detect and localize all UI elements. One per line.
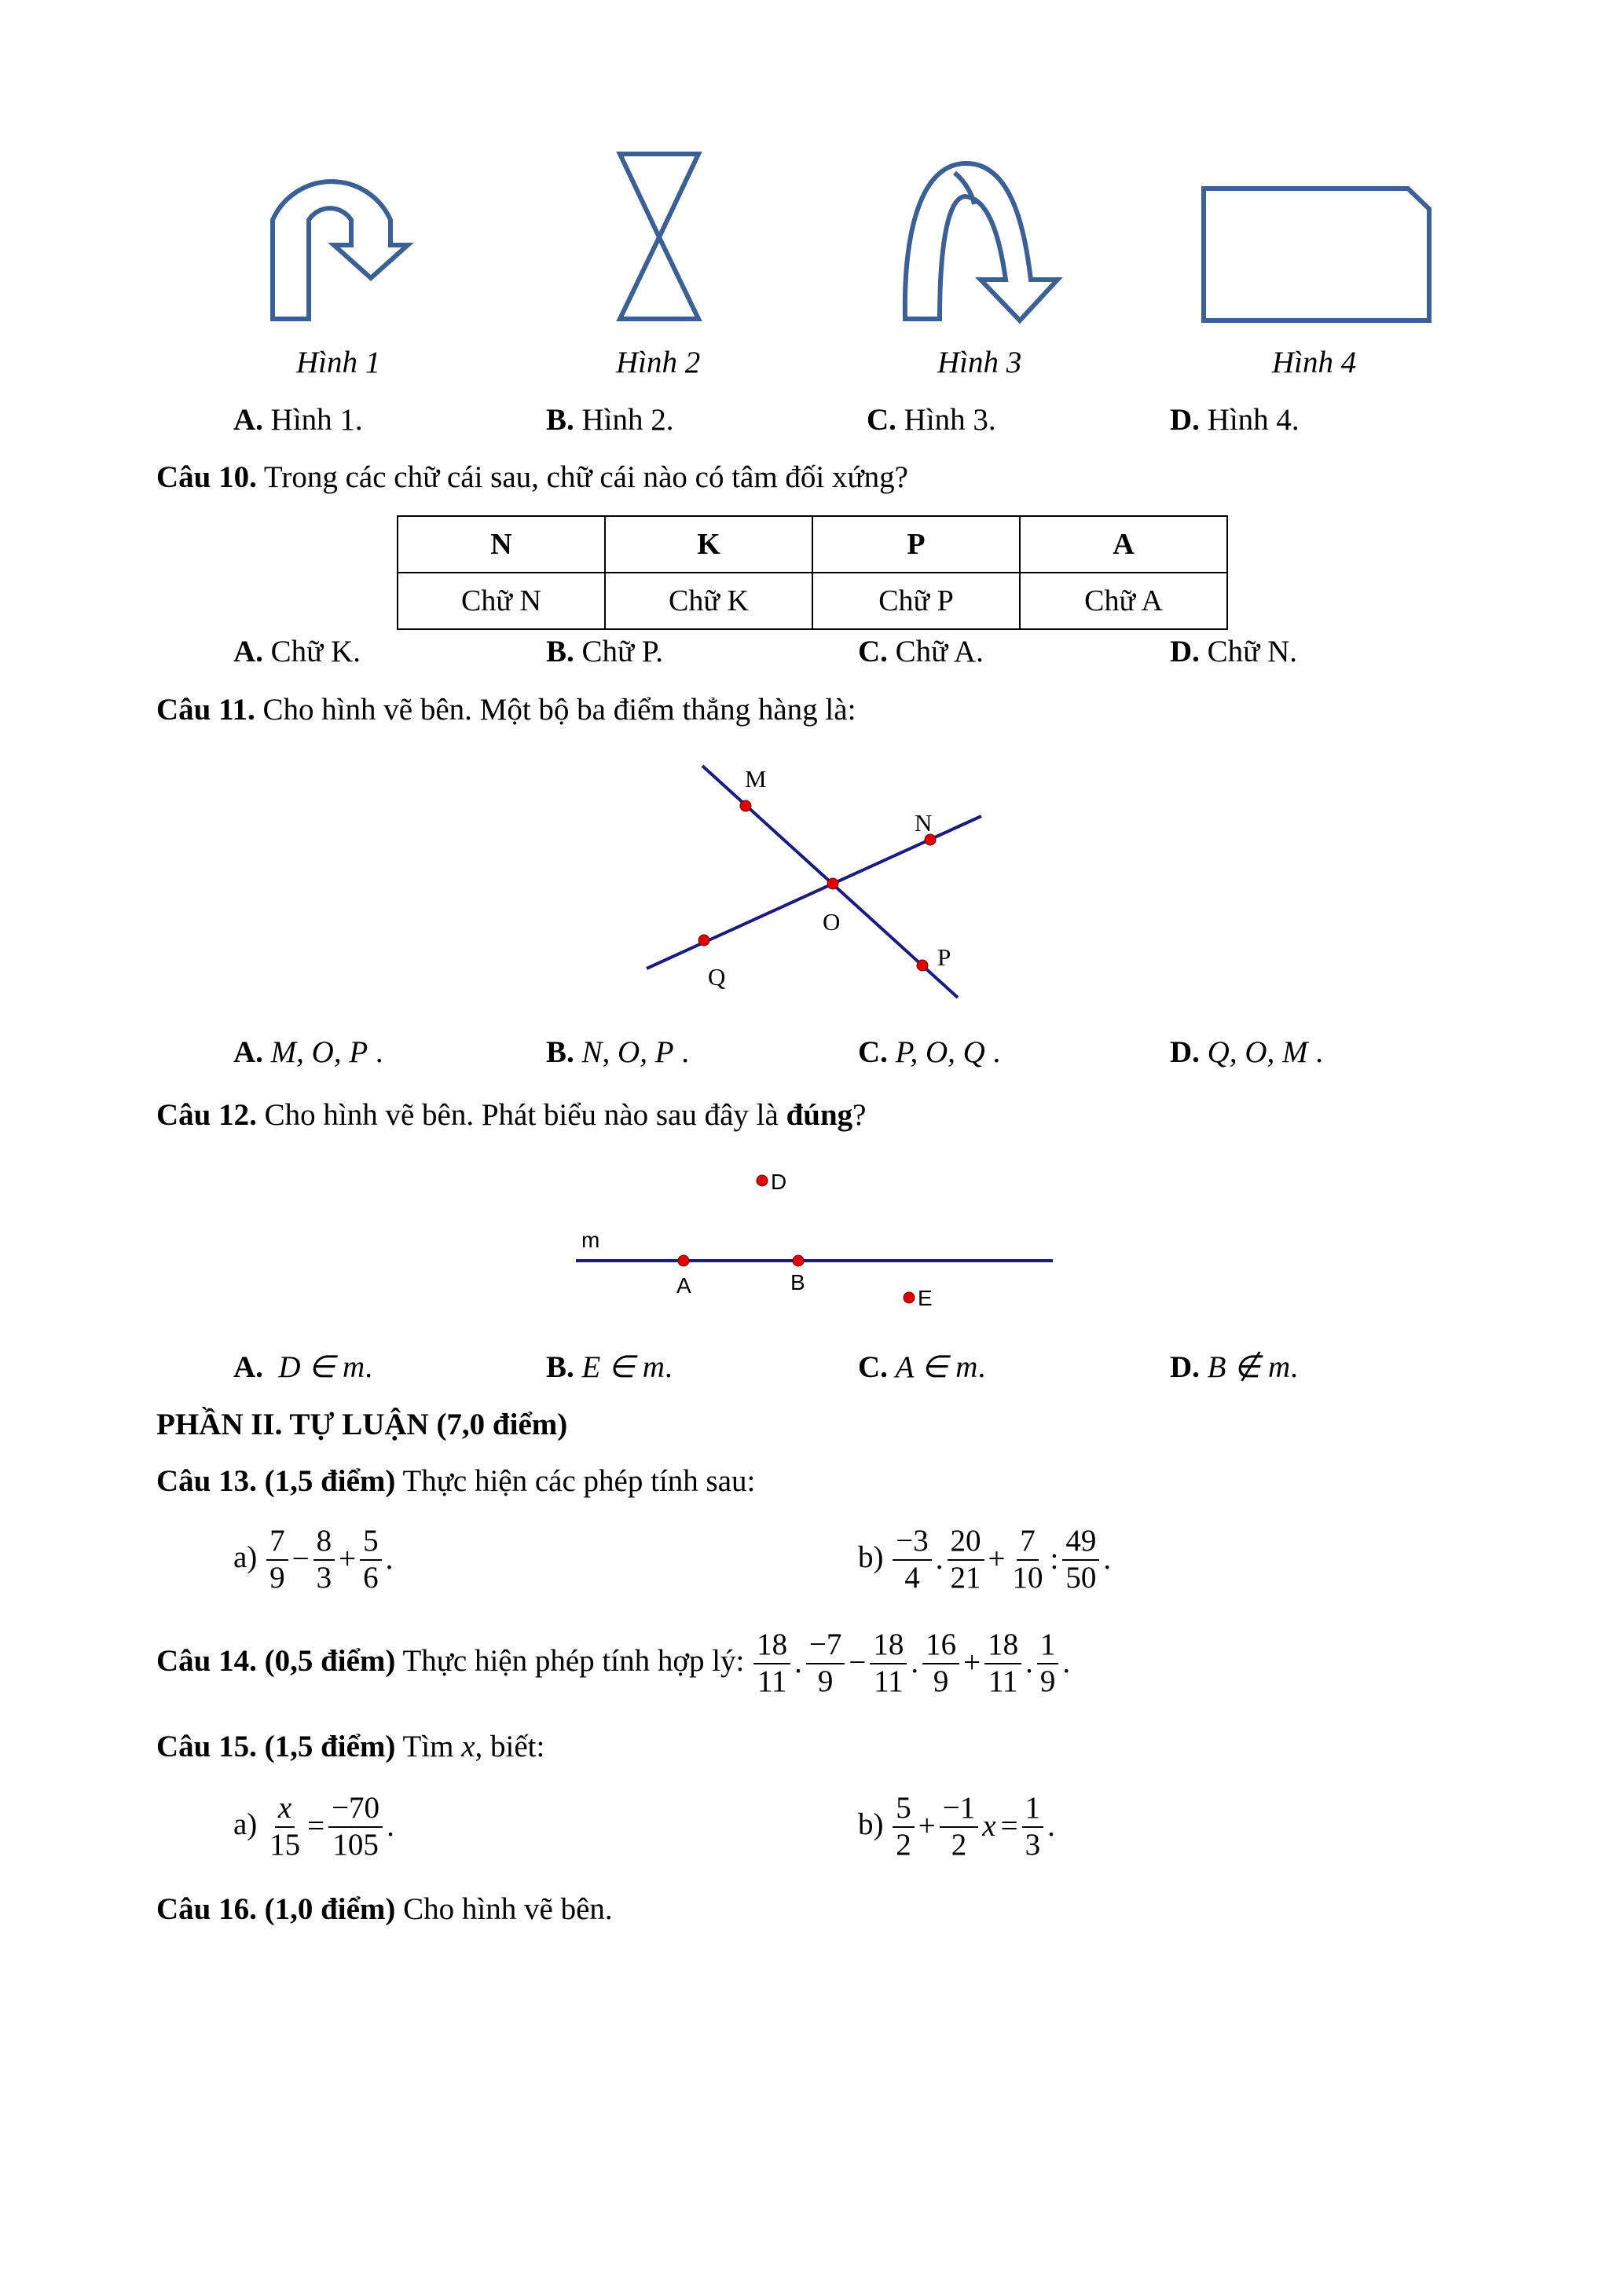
operator: + — [339, 1542, 357, 1576]
question-text: Thực hiện phép tính hợp lý: — [395, 1643, 745, 1678]
denominator: 3 — [1025, 1827, 1041, 1862]
answer-key: B. — [546, 1035, 574, 1069]
label-e: E — [918, 1286, 933, 1310]
question-text: Cho hình vẽ bên. — [395, 1892, 613, 1926]
operator: . — [385, 1542, 394, 1576]
numerator: 7 — [1017, 1524, 1039, 1561]
table-cell: Chữ A — [1020, 573, 1227, 629]
part-label: a) — [233, 1540, 258, 1574]
fraction — [328, 1791, 383, 1863]
q11-answer-b: B. N, O, P . — [546, 1035, 690, 1069]
operator: . — [387, 1809, 394, 1844]
answer-key: B. — [546, 403, 574, 437]
answer-text: B ∉ m — [1207, 1350, 1291, 1384]
math-expression — [265, 1791, 397, 1863]
label-b: B — [790, 1270, 805, 1294]
answer-text: Chữ P. — [574, 635, 664, 668]
table-cell: A — [1020, 516, 1227, 573]
denominator: 4 — [904, 1560, 920, 1595]
fraction — [948, 1524, 984, 1596]
denominator: 15 — [269, 1827, 301, 1862]
answer-text: Q, O, M — [1207, 1035, 1308, 1069]
answer-text: M, O, P — [270, 1035, 368, 1069]
table-cell: Chữ K — [605, 573, 812, 629]
denominator: 2 — [951, 1827, 967, 1862]
answer-text: Chữ N. — [1199, 635, 1297, 668]
operator: : — [1050, 1542, 1059, 1576]
variable: x — [982, 1809, 996, 1844]
operator: . — [1025, 1646, 1033, 1680]
q11-answer-a: A. M, O, P . — [233, 1035, 383, 1069]
denominator: 11 — [757, 1664, 787, 1698]
numerator: 8 — [313, 1524, 335, 1561]
question-emphasis: đúng — [786, 1098, 853, 1132]
question-label: Câu 10. — [156, 460, 257, 494]
operator: . — [1062, 1646, 1071, 1680]
answer-text: N, O, P — [581, 1035, 674, 1069]
variable: x — [461, 1730, 475, 1763]
fraction — [313, 1524, 335, 1596]
numerator: −70 — [328, 1791, 383, 1828]
answer-text: Hình 3. — [896, 403, 996, 437]
numerator: 49 — [1062, 1524, 1099, 1561]
operator: + — [963, 1646, 981, 1680]
denominator: 11 — [874, 1664, 904, 1698]
math-expression — [891, 1524, 1113, 1596]
fraction — [753, 1628, 790, 1700]
denominator: 21 — [950, 1560, 981, 1595]
answer-key: A. — [233, 1350, 263, 1384]
fraction — [806, 1628, 845, 1700]
operator: + — [918, 1809, 936, 1844]
denominator: 3 — [316, 1560, 332, 1595]
caption-hinh-3: Hình 3 — [937, 346, 1022, 379]
answer-key: C. — [867, 403, 896, 437]
answer-text: A ∈ m — [895, 1350, 978, 1384]
numerator: −3 — [893, 1524, 932, 1561]
answer-key: A. — [233, 1035, 263, 1069]
numerator: 16 — [922, 1628, 959, 1664]
denominator: 10 — [1012, 1560, 1043, 1595]
math-expression — [752, 1628, 1072, 1700]
fraction — [1062, 1524, 1099, 1596]
answer-key: D. — [1170, 1350, 1200, 1384]
question-label: Câu 15. (1,5 điểm) — [156, 1730, 396, 1763]
operator: = — [307, 1809, 325, 1844]
numerator: x — [275, 1791, 295, 1828]
numerator: 18 — [984, 1628, 1021, 1664]
fraction — [360, 1524, 382, 1596]
fraction — [940, 1791, 979, 1863]
math-expression — [891, 1791, 1058, 1863]
denominator: 9 — [933, 1664, 949, 1698]
q12-answer-a: A. D ∈ m. — [233, 1350, 372, 1384]
table-cell: Chữ N — [398, 573, 605, 629]
answer-key: B. — [546, 635, 574, 668]
fraction — [1022, 1791, 1044, 1863]
question-text-end: , biết: — [475, 1730, 545, 1763]
numerator: 1 — [1022, 1791, 1044, 1828]
answer-text: Hình 2. — [574, 403, 674, 437]
math-expression — [265, 1524, 395, 1596]
fraction — [266, 1524, 288, 1596]
q13-part-b — [858, 1524, 1113, 1596]
answer-text: D ∈ m — [278, 1350, 365, 1384]
point-a — [678, 1255, 689, 1266]
point-b — [793, 1255, 804, 1266]
label-n: N — [915, 809, 933, 837]
numerator: 7 — [266, 1524, 288, 1561]
caption-hinh-4: Hình 4 — [1272, 346, 1357, 379]
q12-answer-d: D. B ∉ m. — [1170, 1350, 1298, 1384]
fraction — [1037, 1628, 1059, 1700]
table-cell: K — [605, 516, 812, 573]
answer-key: A. — [233, 635, 263, 668]
question-label: Câu 12. — [156, 1098, 257, 1132]
label-a: A — [676, 1273, 691, 1298]
point-e — [904, 1292, 915, 1303]
answer-text: Hình 1. — [262, 403, 363, 437]
q11-answer-c: C. P, O, Q . — [858, 1035, 1001, 1069]
denominator: 105 — [332, 1827, 379, 1862]
question-text: Trong các chữ cái sau, chữ cái nào có tâm đối xứng? — [256, 460, 908, 494]
numerator: −1 — [940, 1791, 979, 1828]
operator: − — [291, 1542, 310, 1576]
label-m: m — [581, 1228, 600, 1252]
answer-key: C. — [858, 1035, 888, 1069]
answer-text: Chữ K. — [262, 635, 361, 668]
denominator: 50 — [1065, 1560, 1097, 1595]
denominator: 11 — [988, 1664, 1018, 1698]
denominator: 2 — [896, 1827, 911, 1862]
question-13 — [156, 1466, 755, 1496]
operator: = — [1000, 1809, 1018, 1844]
denominator: 9 — [817, 1664, 834, 1698]
caption-hinh-2: Hình 2 — [616, 346, 701, 379]
question-text: Tìm — [395, 1730, 462, 1763]
fraction — [922, 1628, 959, 1700]
q12-answer-b: B. E ∈ m. — [546, 1350, 673, 1384]
fraction — [893, 1524, 932, 1596]
question-label: Câu 16. (1,0 điểm) — [156, 1892, 396, 1926]
fraction — [984, 1628, 1021, 1700]
question-14 — [156, 1628, 1072, 1700]
question-15 — [156, 1731, 544, 1762]
label-o: O — [823, 908, 841, 936]
answer-key: D. — [1170, 403, 1200, 437]
part-label: b) — [858, 1807, 884, 1841]
q11-answer-d: D. Q, O, M . — [1170, 1035, 1323, 1069]
fraction — [1010, 1524, 1047, 1596]
answer-text: E ∈ m — [581, 1350, 665, 1384]
operator: . — [911, 1646, 919, 1680]
answer-text: Hình 4. — [1199, 403, 1300, 437]
answer-key: D. — [1170, 1035, 1200, 1069]
numerator: 18 — [753, 1628, 790, 1664]
operator: . — [1047, 1809, 1055, 1844]
fraction — [893, 1791, 915, 1863]
point-d — [757, 1175, 768, 1186]
table-cell: P — [812, 516, 1020, 573]
label-m: M — [745, 765, 767, 793]
answer-key: C. — [858, 635, 888, 668]
q13-part-a — [233, 1524, 395, 1596]
question-16 — [156, 1894, 613, 1924]
numerator: 20 — [948, 1524, 984, 1561]
numerator: 1 — [1037, 1628, 1059, 1664]
operator: . — [794, 1646, 802, 1680]
answer-key: A. — [233, 403, 263, 437]
label-q: Q — [708, 963, 726, 991]
denominator: 9 — [1039, 1664, 1056, 1698]
operator: + — [988, 1542, 1006, 1576]
numerator: 5 — [360, 1524, 382, 1561]
question-label: Câu 11. — [156, 693, 255, 727]
question-text: Cho hình vẽ bên. Phát biểu nào sau đây là — [256, 1098, 786, 1132]
part-label: a) — [233, 1807, 258, 1841]
answer-key: D. — [1170, 635, 1200, 668]
label-p: P — [937, 943, 951, 971]
table-cell: N — [398, 516, 605, 573]
part-label: b) — [858, 1540, 884, 1574]
question-text: Cho hình vẽ bên. Một bộ ba điểm thẳng hàng là: — [255, 693, 856, 727]
numerator: 5 — [893, 1791, 915, 1828]
fraction — [870, 1628, 907, 1700]
caption-hinh-1: Hình 1 — [296, 346, 381, 379]
denominator: 9 — [269, 1560, 285, 1595]
question-text-end: ? — [852, 1098, 867, 1132]
part-2-title: PHẦN II. TỰ LUẬN (7,0 điểm) — [156, 1408, 568, 1441]
answer-key: B. — [546, 1350, 574, 1384]
answer-text: Chữ A. — [887, 635, 984, 668]
q15-part-b — [858, 1791, 1058, 1863]
question-text: Thực hiện các phép tính sau: — [395, 1464, 756, 1498]
table-cell: Chữ P — [812, 573, 1020, 629]
answer-text: P, O, Q — [895, 1035, 985, 1069]
operator: . — [935, 1542, 944, 1576]
q15-part-a — [233, 1791, 397, 1863]
numerator: −7 — [806, 1628, 845, 1664]
numerator: 18 — [870, 1628, 907, 1664]
denominator: 6 — [363, 1560, 379, 1595]
answer-key: C. — [858, 1350, 888, 1384]
operator: . — [1103, 1542, 1112, 1576]
q12-answer-c: C. A ∈ m. — [858, 1350, 986, 1384]
question-label: Câu 14. (0,5 điểm) — [156, 1643, 396, 1678]
label-d: D — [771, 1170, 787, 1194]
question-label: Câu 13. (1,5 điểm) — [156, 1464, 396, 1498]
fraction — [266, 1791, 303, 1863]
operator: − — [849, 1646, 867, 1680]
